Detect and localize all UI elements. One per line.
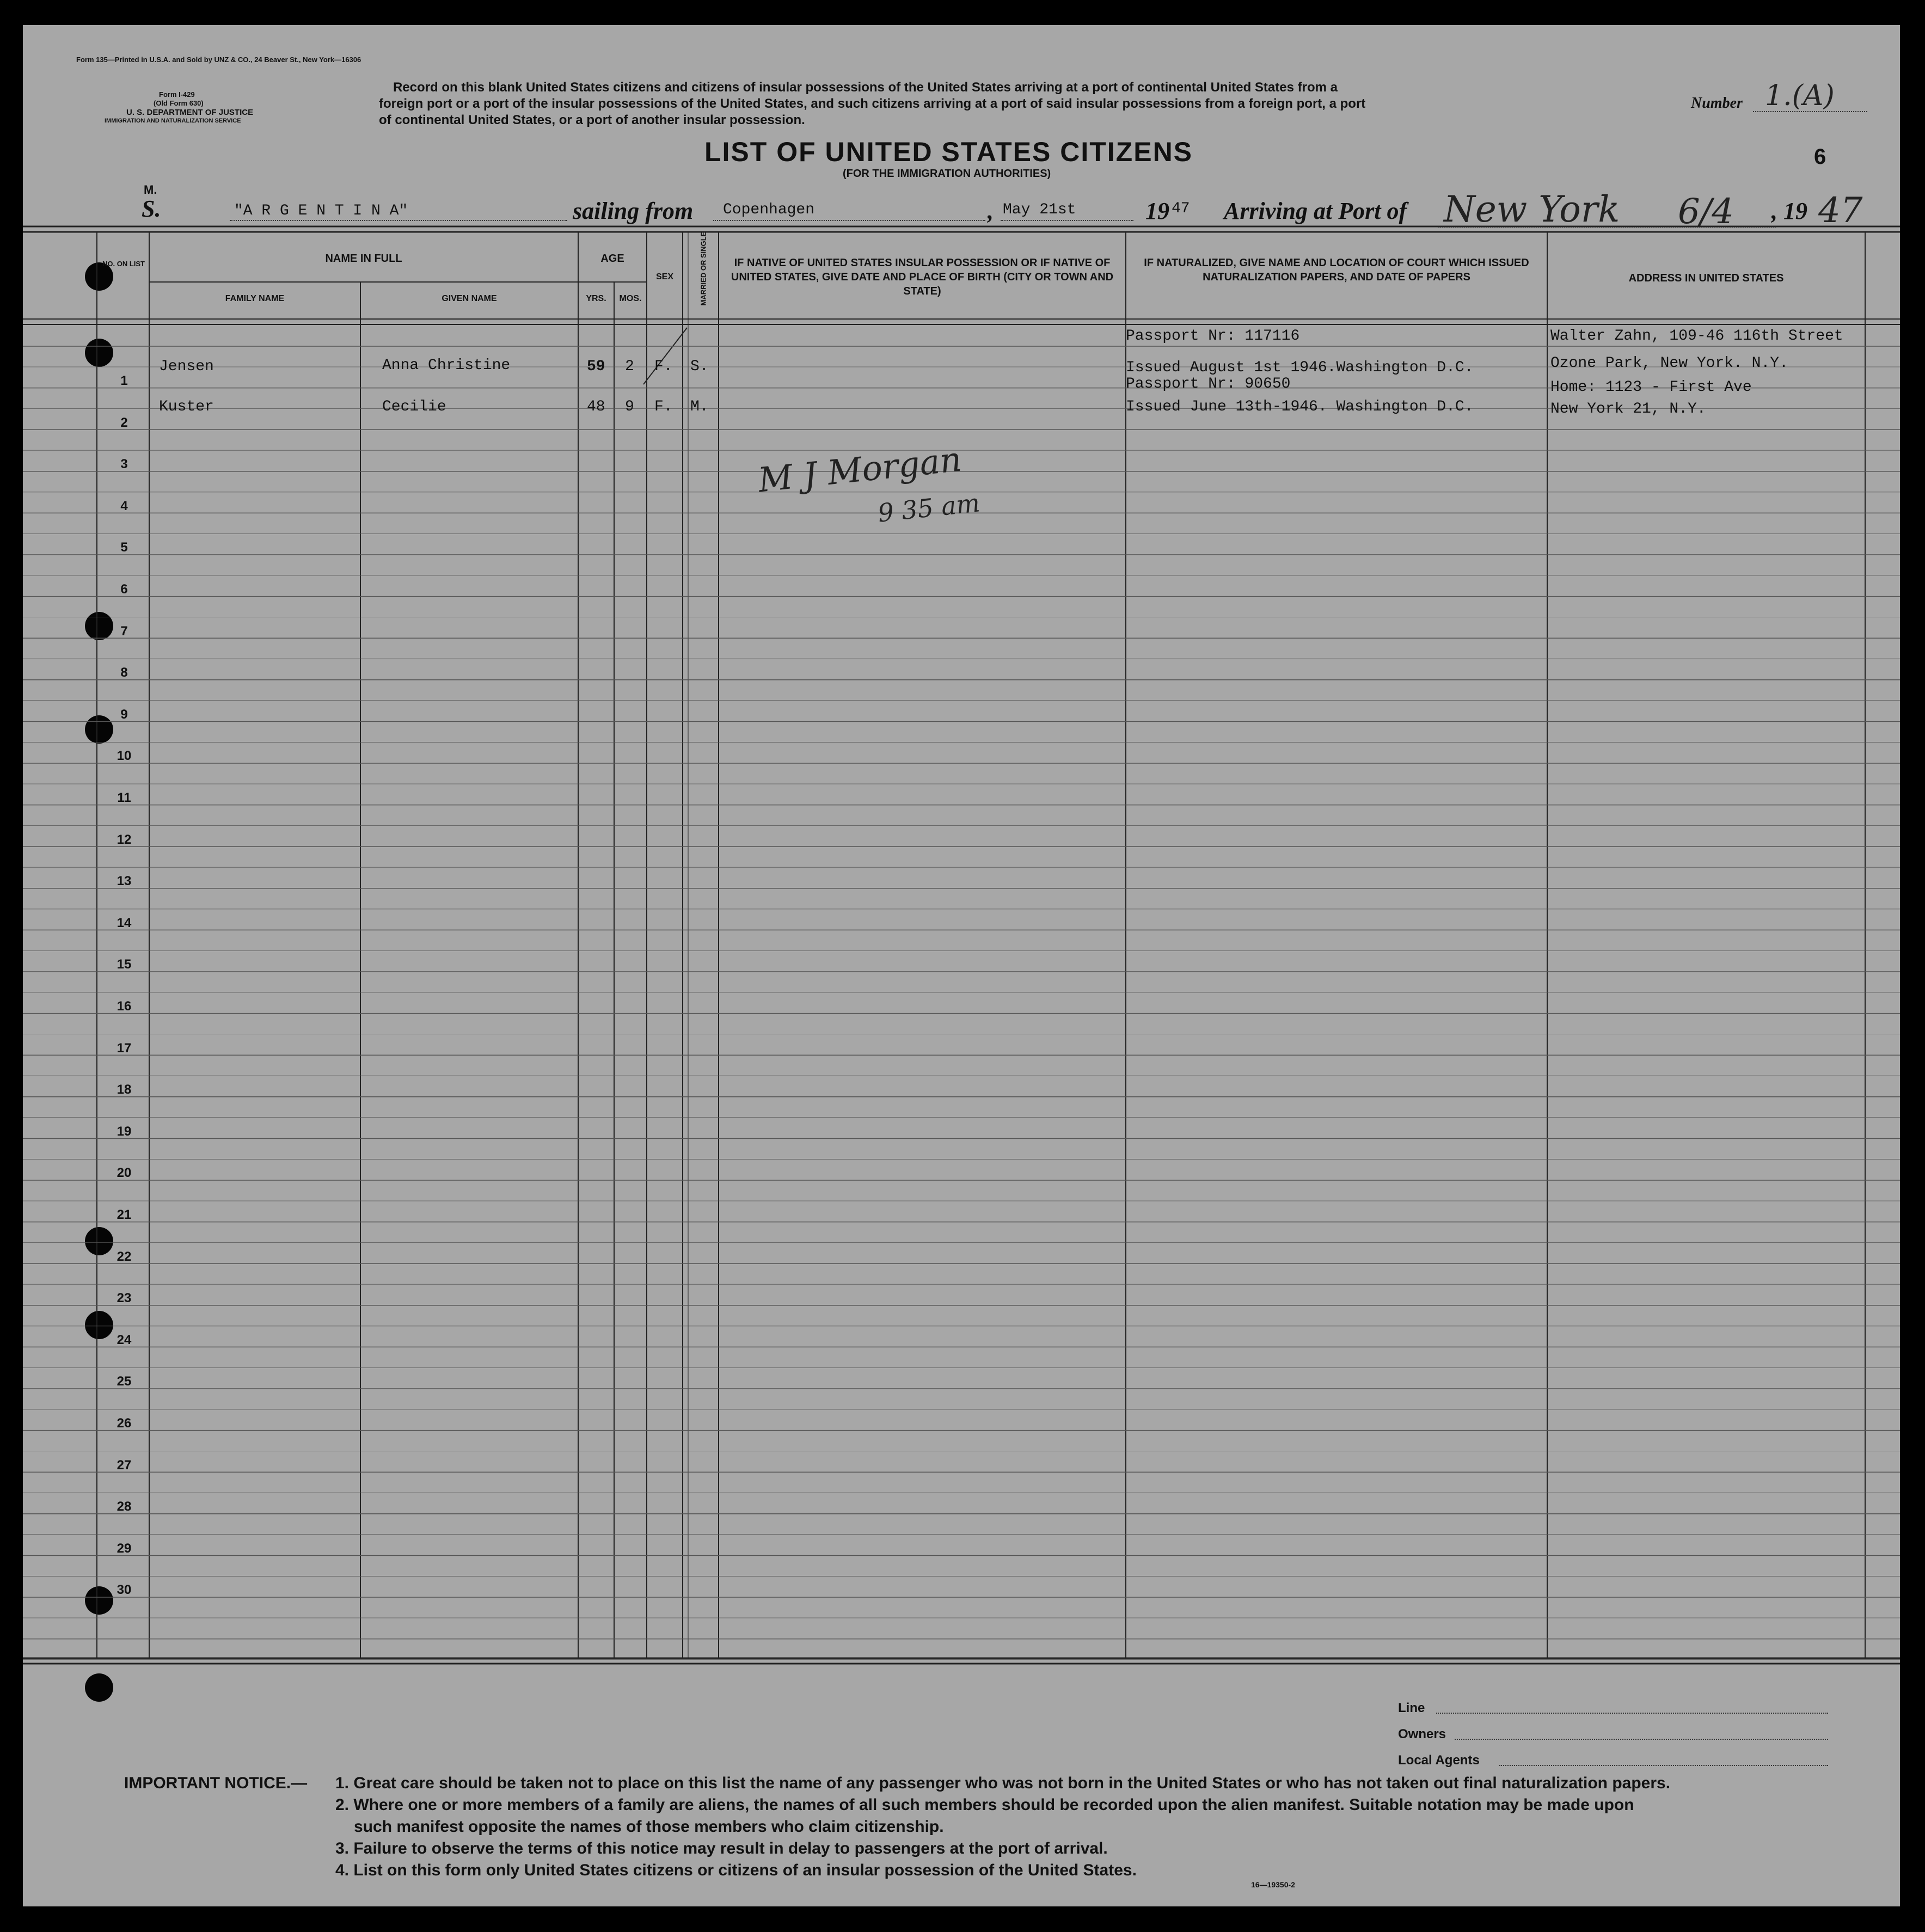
row-number: 28 [117, 1499, 132, 1514]
row-2-yrs: 48 [587, 398, 605, 415]
notice-item-2b: such manifest opposite the names of those members who claim citizenship. [354, 1818, 944, 1836]
row-1-address-2: Ozone Park, New York. N.Y. [1550, 355, 1788, 372]
row-number: 15 [117, 957, 132, 972]
col-age: AGE [600, 253, 624, 265]
row-1-sex: F. [654, 358, 673, 375]
col-family-name: FAMILY NAME [225, 294, 285, 303]
comma: , 19 [1771, 198, 1807, 224]
owners-label: Owners [1398, 1727, 1446, 1741]
sailing-date: May 21st [1003, 201, 1076, 218]
arrival-port: New York [1444, 188, 1620, 230]
inspection-time: 9 35 am [876, 488, 982, 528]
page-title: LIST OF UNITED STATES CITIZENS [704, 137, 1193, 167]
col-naturalized: IF NATURALIZED, GIVE NAME AND LOCATION OF COURT WHICH ISSUED NATURALIZATION PAPERS, AND DATE OF PAPERS [1144, 257, 1529, 283]
col-address: ADDRESS IN UNITED STATES [1628, 272, 1784, 284]
row-2-family: Kuster [159, 398, 214, 415]
row-2-sex: F. [654, 398, 673, 415]
ship-prefix: M. [144, 183, 157, 197]
instruction-line-3: of continental United States, or a port of another insular possession. [379, 113, 805, 127]
year-prefix: 19 [1145, 198, 1169, 224]
line-underline [1436, 1713, 1828, 1714]
row-number: 14 [117, 915, 132, 930]
old-form: (Old Form 630) [154, 99, 204, 107]
row-number: 7 [120, 623, 128, 639]
notice-item-4: 4. List on this form only United States citizens or citizens of an insular possession of the United States. [335, 1861, 1137, 1879]
ship-name: "A R G E N T I N A" [234, 203, 408, 219]
row-number: 8 [120, 665, 128, 680]
row-number: 25 [117, 1374, 132, 1389]
row-1-papers-2: Issued August 1st 1946.Washington D.C. [1126, 359, 1474, 376]
instruction-line-2: foreign port or a port of the insular possessions of the United States, and such citizens arriving at a port of said insular possessions from a foreign port, a port [379, 96, 1366, 111]
manifest-table-grid [23, 25, 1900, 1906]
notice-heading: IMPORTANT NOTICE.— [124, 1774, 308, 1792]
col-sex: SEX [655, 272, 673, 281]
line-label: Line [1398, 1701, 1425, 1715]
row-number: 2 [120, 415, 128, 430]
row-number: 10 [117, 749, 132, 764]
agents-label: Local Agents [1398, 1753, 1480, 1768]
row-number: 19 [117, 1124, 132, 1139]
row-number: 24 [117, 1332, 132, 1347]
inspector-signature: M J Morgan [756, 439, 964, 500]
row-number: 16 [117, 999, 132, 1014]
row-2-address-1: Home: 1123 - First Ave [1550, 379, 1752, 396]
number-value: 1.(A) [1765, 79, 1835, 112]
row-number: 26 [117, 1416, 132, 1431]
row-1-given: Anna Christine [382, 357, 511, 374]
agents-underline [1499, 1765, 1828, 1766]
row-1-family: Jensen [159, 358, 214, 375]
row-2-status: M. [690, 398, 709, 415]
instruction-line-1: Record on this blank United States citizens and citizens of insular possessions of the United States arriving at a port of continental United States from a [393, 80, 1338, 95]
ship-class: S. [142, 195, 161, 222]
col-given-name: GIVEN NAME [442, 294, 497, 303]
row-number: 3 [120, 457, 128, 472]
row-number: 13 [117, 874, 132, 889]
page-number: 6 [1814, 145, 1826, 169]
row-number: 9 [120, 707, 128, 722]
row-number: 30 [117, 1583, 132, 1598]
row-1-yrs: 59 [587, 358, 605, 375]
col-mos: MOS. [619, 294, 642, 303]
row-number: 22 [117, 1249, 132, 1264]
col-married-single: MARRIED OR SINGLE [699, 231, 708, 306]
row-2-address-2: New York 21, N.Y. [1550, 401, 1706, 418]
department: U. S. DEPARTMENT OF JUSTICE [126, 108, 254, 117]
footer-code: 16—19350-2 [1251, 1880, 1295, 1889]
row-number: 29 [117, 1541, 132, 1556]
notice-item-3: 3. Failure to observe the terms of this notice may result in delay to passengers at the port of arrival. [335, 1839, 1108, 1857]
row-number: 17 [117, 1040, 132, 1056]
arriving-label: Arriving at Port of [1224, 198, 1407, 224]
col-native: IF NATIVE OF UNITED STATES INSULAR POSSESSION OR IF NATIVE OF UNITED STATES, GIVE DATE AND PLACE OF BIRTH (CITY OR TOWN AND STATE) [731, 257, 1114, 297]
number-label: Number [1691, 95, 1743, 112]
row-number: 20 [117, 1166, 132, 1181]
row-number: 18 [117, 1082, 132, 1097]
row-1-mos: 2 [625, 358, 634, 375]
row-2-mos: 9 [625, 398, 634, 415]
page-subtitle: (FOR THE IMMIGRATION AUTHORITIES) [843, 168, 1051, 180]
origin: Copenhagen [723, 201, 815, 218]
col-name-in-full: NAME IN FULL [325, 253, 402, 265]
sailing-label: sailing from [573, 198, 694, 224]
year: 47 [1172, 200, 1190, 217]
form-number: Form I-429 [159, 90, 195, 99]
print-line: Form 135—Printed in U.S.A. and Sold by UNZ & CO., 24 Beaver St., New York—16306 [76, 56, 361, 64]
row-2-papers-2: Issued June 13th-1946. Washington D.C. [1126, 398, 1474, 415]
row-number: 12 [117, 832, 132, 847]
row-number: 5 [120, 540, 128, 555]
row-1-address-1: Walter Zahn, 109-46 116th Street [1550, 328, 1843, 345]
row-1-status: S. [690, 358, 709, 375]
row-number: 23 [117, 1291, 132, 1306]
row-number: 21 [117, 1207, 132, 1222]
col-no-on-list: NO. ON LIST [102, 260, 145, 268]
row-2-given: Cecilie [382, 398, 446, 415]
row-number: 4 [120, 498, 128, 513]
row-number: 27 [117, 1457, 132, 1473]
row-2-papers-1: Passport Nr: 90650 [1126, 376, 1291, 392]
row-1-papers-1: Passport Nr: 117116 [1126, 328, 1300, 345]
owners-underline [1455, 1739, 1828, 1740]
row-number: 1 [120, 373, 128, 388]
col-yrs: YRS. [586, 294, 606, 303]
arrival-date: 6/4 [1678, 192, 1734, 232]
row-number: 6 [120, 582, 128, 597]
notice-item-2: 2. Where one or more members of a family are aliens, the names of all such members should be recorded upon the alien manifest. Suitable notation may be made upon [335, 1796, 1634, 1814]
row-number: 11 [117, 790, 131, 805]
comma: , [988, 198, 994, 224]
arrival-year: 47 [1818, 191, 1863, 231]
notice-item-1: 1. Great care should be taken not to place on this list the name of any passenger who was not born in the United States or who has not taken out final naturalization papers. [335, 1774, 1671, 1792]
document-page [23, 25, 1900, 1906]
service: IMMIGRATION AND NATURALIZATION SERVICE [105, 118, 241, 124]
